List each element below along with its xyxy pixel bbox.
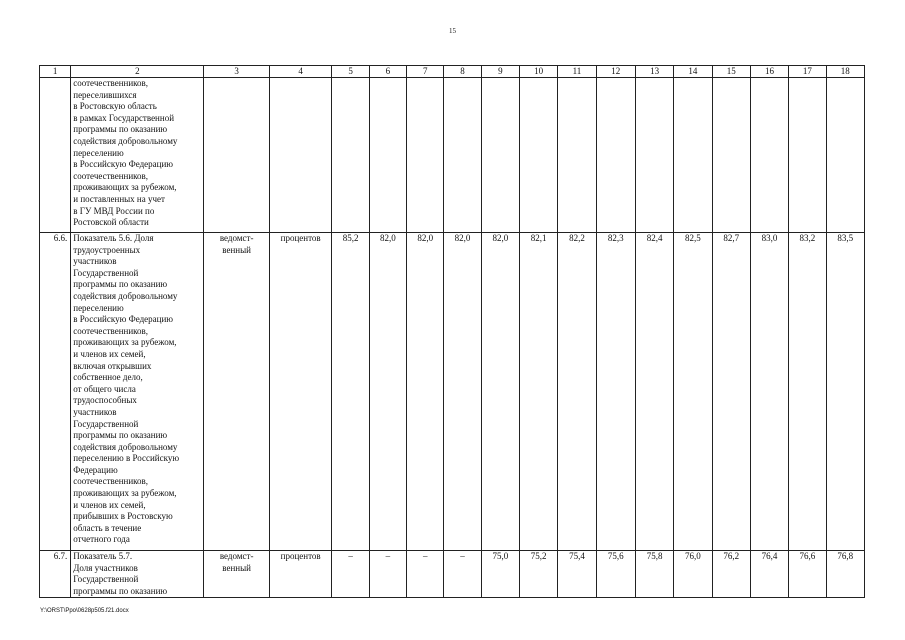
value-cell: 76,0 xyxy=(674,551,712,598)
header-cell: 16 xyxy=(750,66,788,78)
value-cell xyxy=(635,78,673,233)
value-cell: 83,0 xyxy=(750,233,788,551)
value-cell xyxy=(750,78,788,233)
value-cell: 82,2 xyxy=(558,233,596,551)
indicator-type: ведомст- венный xyxy=(204,233,270,551)
header-cell: 10 xyxy=(520,66,558,78)
indicator-unit: процентов xyxy=(269,551,332,598)
value-cell: 76,6 xyxy=(789,551,826,598)
indicator-type: ведомст- венный xyxy=(204,551,270,598)
value-cell xyxy=(520,78,558,233)
value-cell: 82,4 xyxy=(635,233,673,551)
document-path-footer: Y:\ORST\Ppo\0628p505.f21.docx xyxy=(40,608,129,614)
value-cell xyxy=(332,78,369,233)
row-number: 6.6. xyxy=(40,233,71,551)
value-cell xyxy=(558,78,596,233)
value-cell xyxy=(826,78,864,233)
header-cell: 12 xyxy=(596,66,635,78)
header-cell: 17 xyxy=(789,66,826,78)
value-cell: 82,0 xyxy=(369,233,406,551)
indicator-name: Показатель 5.6. Доля трудоустроенных участников Государственной программы по оказанию содействия добровольному переселению в Российскую Федерацию соотечественников, проживающих за рубежом, и членов их семей, включая открывших собственное дело, от общего числа трудоспособных участников Государственной программы по оказанию содействия добровольному переселению в Российскую Федерацию соотечественников, проживающих за рубежом, и членов их семей, прибывших в Ростовскую область в течение отчетного года xyxy=(71,233,204,551)
value-cell: 83,5 xyxy=(826,233,864,551)
value-cell: 76,2 xyxy=(712,551,750,598)
table-row xyxy=(40,551,865,598)
header-row xyxy=(40,66,865,78)
header-cell: 5 xyxy=(332,66,369,78)
header-cell: 15 xyxy=(712,66,750,78)
header-cell: 6 xyxy=(369,66,406,78)
value-cell: 75,8 xyxy=(635,551,673,598)
value-cell: 75,2 xyxy=(520,551,558,598)
value-cell: 76,4 xyxy=(750,551,788,598)
value-cell: 82,5 xyxy=(674,233,712,551)
indicator-unit xyxy=(269,78,332,233)
value-cell: 75,6 xyxy=(596,551,635,598)
value-cell xyxy=(789,78,826,233)
header-cell: 3 xyxy=(204,66,270,78)
indicator-table xyxy=(39,65,865,598)
header-cell: 13 xyxy=(635,66,673,78)
value-cell: 82,7 xyxy=(712,233,750,551)
indicator-name: Показатель 5.7. Доля участников Государственной программы по оказанию xyxy=(71,551,204,598)
header-cell: 11 xyxy=(558,66,596,78)
value-cell xyxy=(407,78,444,233)
value-cell: 75,0 xyxy=(481,551,519,598)
value-cell: 83,2 xyxy=(789,233,826,551)
header-cell: 1 xyxy=(40,66,71,78)
value-cell: 82,1 xyxy=(520,233,558,551)
row-number xyxy=(40,78,71,233)
value-cell: – xyxy=(332,551,369,598)
value-cell: – xyxy=(369,551,406,598)
value-cell xyxy=(369,78,406,233)
header-cell: 8 xyxy=(444,66,481,78)
table-row xyxy=(40,233,865,551)
table-row xyxy=(40,78,865,233)
value-cell: – xyxy=(407,551,444,598)
indicator-name: соотечественников, переселившихся в Ростовскую область в рамках Государственной программы по оказанию содействия добровольному переселению в Российскую Федерацию соотечественников, проживающих за рубежом, и поставленных на учет в ГУ МВД России по Ростовской области xyxy=(71,78,204,233)
row-number: 6.7. xyxy=(40,551,71,598)
value-cell: – xyxy=(444,551,481,598)
value-cell xyxy=(712,78,750,233)
value-cell xyxy=(674,78,712,233)
value-cell: 85,2 xyxy=(332,233,369,551)
value-cell: 82,0 xyxy=(481,233,519,551)
value-cell: 82,0 xyxy=(444,233,481,551)
value-cell: 75,4 xyxy=(558,551,596,598)
indicator-unit: процентов xyxy=(269,233,332,551)
header-cell: 9 xyxy=(481,66,519,78)
value-cell: 76,8 xyxy=(826,551,864,598)
page-number: 15 xyxy=(449,27,456,35)
value-cell xyxy=(444,78,481,233)
value-cell xyxy=(481,78,519,233)
header-cell: 14 xyxy=(674,66,712,78)
header-cell: 2 xyxy=(71,66,204,78)
header-cell: 4 xyxy=(269,66,332,78)
value-cell: 82,3 xyxy=(596,233,635,551)
header-cell: 18 xyxy=(826,66,864,78)
value-cell: 82,0 xyxy=(407,233,444,551)
indicator-type xyxy=(204,78,270,233)
value-cell xyxy=(596,78,635,233)
header-cell: 7 xyxy=(407,66,444,78)
